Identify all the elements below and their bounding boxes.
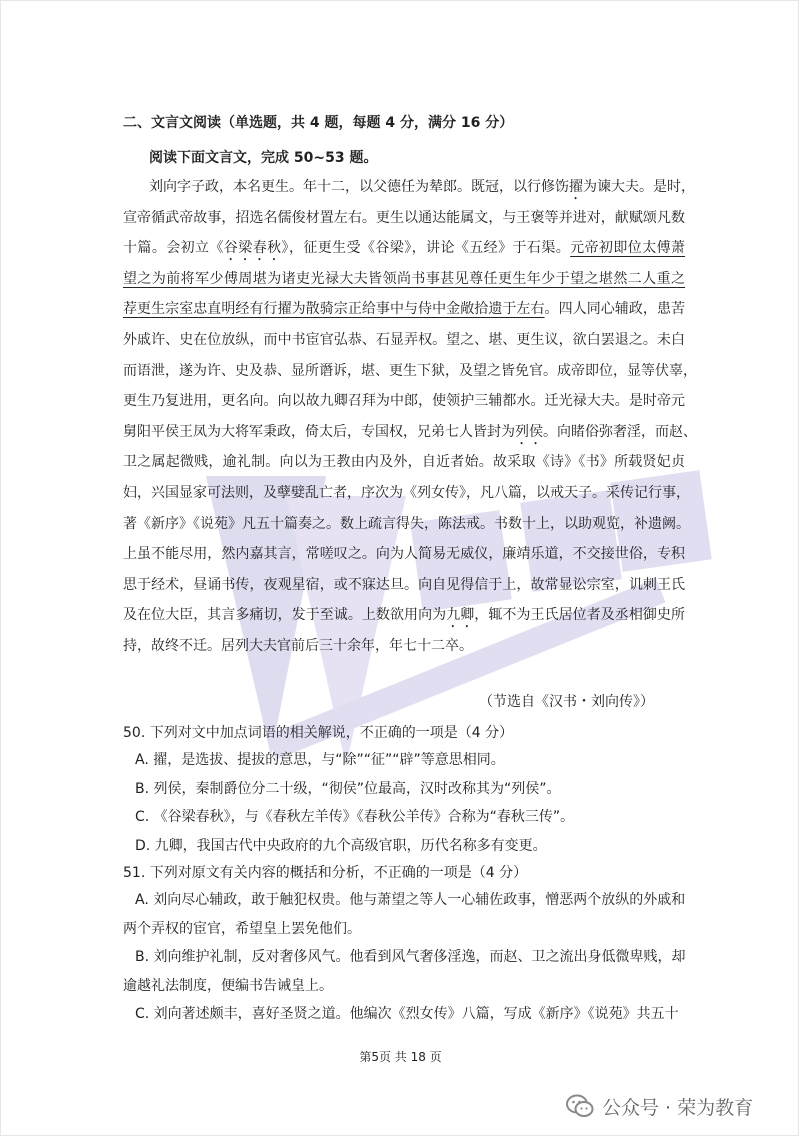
- passage-line: 荐更生宗室忠直明经有行擢为散骑宗正给事中与侍中金敞拾遗于左右。四人同心辅政，患苦: [123, 301, 686, 318]
- passage-source: （节选自《汉书・刘向传》）: [479, 694, 654, 710]
- passage-line: 刘向字子政，本名更生。年十二，以父德任为辇郎。既冠，以行修饬擢为谏大夫。是时，: [149, 179, 695, 195]
- question-50: [123, 720, 685, 860]
- passage-line: 而语泄，遂为许、史及恭、显所谮诉，堪、更生下狱，及望之皆免官。成帝即位，显等伏辜，: [123, 362, 697, 379]
- option-b: B. 刘向维护礼制，反对奢侈风气。他看到风气奢侈淫逸，而赵、卫之流出身低微卑贱，却: [135, 949, 686, 965]
- reading-instruction: 阅读下面文言文，完成 50~53 题。: [149, 150, 378, 166]
- option-c: C. 刘向著述颇丰，喜好圣贤之道。他编次《烈女传》八篇，写成《新序》《说苑》共五十: [135, 1006, 679, 1022]
- dotted-word: 《谷梁春秋》: [209, 240, 289, 257]
- underlined-sentence: 元帝初即位太傅萧: [570, 240, 686, 257]
- passage-line: 卫之属起微贱，逾礼制。向以为王教由内及外，自近者始。故采取《诗》《书》所载贤妃贞: [123, 454, 685, 471]
- passage-line: 十篇。会初立《谷梁春秋》，征更生受《谷梁》，讲论《五经》于石渠。元帝初即位太傅萧: [123, 240, 686, 257]
- option-a: A. 擢，是选拔、提拔的意思，与“除”“征”“辟”等意思相同。: [135, 752, 505, 768]
- wechat-badge: [566, 1089, 753, 1123]
- passage-line: 及在位大臣，其言多痛切，发于至诚。上数欲用向为九卿，辄不为王氏居位者及丞相御史所: [123, 607, 686, 624]
- passage-line: 著《新序》《说苑》凡五十篇奏之。数上疏言得失，陈法戒。书数十上，以助观览，补遗阙。: [123, 515, 690, 532]
- passage-line: 妇，兴国显家可法则，及孽嬖乱亡者，序次为《列女传》，凡八篇，以戒天子。采传记行事，: [123, 484, 690, 501]
- passage-line: 外戚许、史在位放纵，而中书宦官弘恭、石显弄权。望之、堪、更生议，欲白罢退之。未白: [123, 331, 685, 348]
- passage-line: 更生乃复进用，更名向。向以故九卿召拜为中郎，使领护三辅都水。迁光禄大夫。是时帝元: [123, 393, 685, 410]
- passage-line: 上虽不能尽用，然内嘉其言，常嗟叹之。向为人简易无威仪，廉靖乐道，不交接世俗，专积: [123, 546, 685, 563]
- dotted-word: 擢: [569, 179, 583, 195]
- option-a: A. 刘向尽心辅政，敢于触犯权贵。他与萧望之等人一心辅佐政事，憎恶两个放纵的外戚和: [135, 892, 686, 908]
- dotted-word: 九卿: [446, 607, 475, 624]
- section-title: 二、文言文阅读（单选题，共 4 题，每题 4 分，满分 16 分）: [123, 115, 514, 131]
- option-c: C. 《谷梁春秋》，与《春秋左羊传》《春秋公羊传》合称为“春秋三传”。: [135, 809, 575, 825]
- passage-line: 宣帝循武帝故事，招选名儒俊材置左右。更生以通达能属文，与王褒等并进对，献赋颂凡数: [123, 209, 685, 226]
- question-stem: 50. 下列对文中加点词语的相关解说，不正确的一项是（4 分）: [123, 725, 514, 741]
- question-stem: 51. 下列对原文有关内容的概括和分析，不正确的一项是（4 分）: [123, 865, 528, 881]
- underlined-sentence: 望之为前将军少傅周堪为诸吏光禄大夫皆领尚书事甚见尊任更生年少于望之堪然二人重之: [123, 270, 685, 287]
- passage-line: 思于经术，昼诵书传，夜观星宿，或不寐达旦。向自见得信于上，故常显讼宗室，讥刺王氏: [123, 576, 685, 593]
- dotted-word: 列侯: [515, 423, 543, 440]
- underlined-sentence: 荐更生宗室忠直明经有行擢为散骑宗正给事中与侍中金敞拾遗于左右: [123, 301, 545, 318]
- passage-line: [123, 264, 685, 295]
- option-b: B. 列侯，秦制爵位分二十级，“彻侯”位最高，汉时改称其为“列侯”。: [135, 780, 561, 797]
- page-footer: 第5页 共 18 页: [359, 1050, 442, 1064]
- passage-line: 舅阳平侯王凤为大将军秉政，倚太后，专国权，兄弟七人皆封为列侯。向睹俗弥奢淫，而赵、: [123, 423, 697, 440]
- option-d: D. 九卿，我国古代中央政府的九个高级官职，历代名称多有变更。: [135, 837, 547, 854]
- classical-passage: [123, 172, 697, 662]
- option-b-cont: 逾越礼法制度，便编书告诫皇上。: [123, 977, 333, 994]
- passage-line: 持，故终不迁。居列大夫官前后三十余年，年七十二卒。: [123, 637, 473, 654]
- wechat-icon: [566, 1094, 594, 1118]
- wechat-account-name: 公众号 · 荣为教育: [602, 1096, 754, 1119]
- question-51: [123, 860, 685, 1029]
- option-a-cont: 两个弄权的宦官，希望皇上罢免他们。: [123, 920, 361, 937]
